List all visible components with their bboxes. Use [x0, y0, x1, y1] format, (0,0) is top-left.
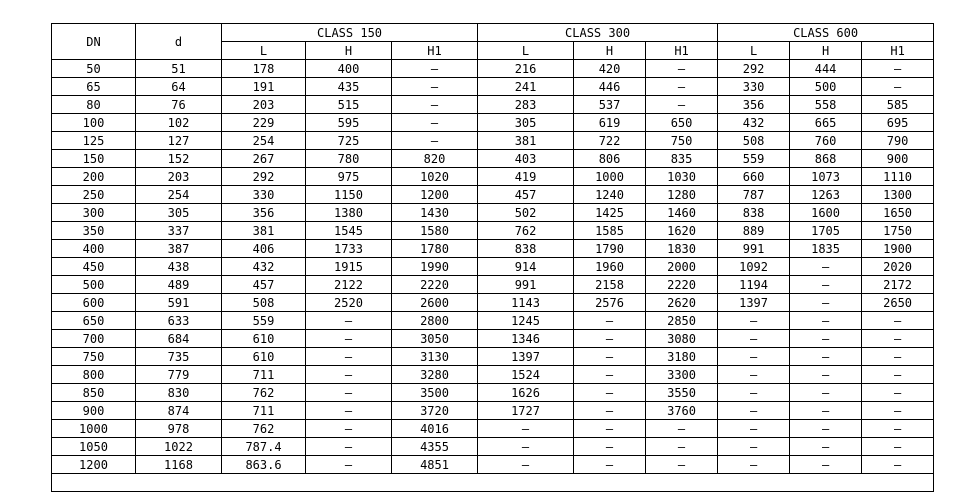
cell-c600-h1: –: [862, 366, 934, 384]
table-row: [52, 78, 934, 96]
cell-c300-l: 403: [478, 150, 574, 168]
cell-c300-l: 1245: [478, 312, 574, 330]
cell-c600-l: 838: [718, 204, 790, 222]
table-footer-row: [52, 474, 934, 492]
table-row: [52, 240, 934, 258]
cell-c300-h: 1585: [574, 222, 646, 240]
cell-c300-l: 381: [478, 132, 574, 150]
cell-c600-h1: 1900: [862, 240, 934, 258]
cell-c150-h: 1545: [306, 222, 392, 240]
cell-c150-h: 1733: [306, 240, 392, 258]
cell-c150-h1: –: [392, 96, 478, 114]
cell-c150-h: –: [306, 366, 392, 384]
cell-c300-h: 537: [574, 96, 646, 114]
cell-d: 489: [136, 276, 222, 294]
cell-c150-h1: 1990: [392, 258, 478, 276]
cell-c600-h: 1600: [790, 204, 862, 222]
cell-dn: 80: [52, 96, 136, 114]
header-class-600-h1: H1: [862, 42, 934, 60]
cell-c150-l: 762: [222, 420, 306, 438]
cell-c150-h: 400: [306, 60, 392, 78]
cell-d: 874: [136, 402, 222, 420]
cell-c150-h1: 2220: [392, 276, 478, 294]
cell-c300-l: 305: [478, 114, 574, 132]
cell-c600-h: 868: [790, 150, 862, 168]
cell-c150-h1: 1580: [392, 222, 478, 240]
cell-c150-h: –: [306, 330, 392, 348]
cell-c600-h1: 1750: [862, 222, 934, 240]
cell-dn: 1050: [52, 438, 136, 456]
cell-c150-l: 457: [222, 276, 306, 294]
cell-c300-h1: 3550: [646, 384, 718, 402]
cell-c600-h1: 1300: [862, 186, 934, 204]
header-class-150-h: H: [306, 42, 392, 60]
cell-c300-h: –: [574, 384, 646, 402]
table-row: [52, 366, 934, 384]
cell-c150-h: –: [306, 456, 392, 474]
cell-c600-h: –: [790, 258, 862, 276]
cell-c300-h: –: [574, 456, 646, 474]
cell-c600-l: 787: [718, 186, 790, 204]
cell-c300-l: 457: [478, 186, 574, 204]
cell-c600-h: 1073: [790, 168, 862, 186]
cell-c600-l: –: [718, 330, 790, 348]
cell-c600-h1: 2650: [862, 294, 934, 312]
cell-c150-l: 203: [222, 96, 306, 114]
cell-c150-h: –: [306, 312, 392, 330]
cell-dn: 300: [52, 204, 136, 222]
cell-c600-h1: –: [862, 330, 934, 348]
cell-dn: 900: [52, 402, 136, 420]
cell-c150-h1: 3280: [392, 366, 478, 384]
cell-dn: 50: [52, 60, 136, 78]
cell-c300-h: 619: [574, 114, 646, 132]
cell-c600-l: 432: [718, 114, 790, 132]
cell-c150-l: 508: [222, 294, 306, 312]
cell-c600-h1: 695: [862, 114, 934, 132]
cell-c600-h: 760: [790, 132, 862, 150]
cell-c150-l: 406: [222, 240, 306, 258]
cell-d: 684: [136, 330, 222, 348]
cell-c150-h: 1150: [306, 186, 392, 204]
cell-c600-l: –: [718, 384, 790, 402]
table-row: [52, 420, 934, 438]
cell-c150-h: 1915: [306, 258, 392, 276]
cell-c150-h: –: [306, 348, 392, 366]
cell-c300-h: 2576: [574, 294, 646, 312]
cell-c600-h1: 1650: [862, 204, 934, 222]
cell-c600-h: 444: [790, 60, 862, 78]
cell-c150-l: 863.6: [222, 456, 306, 474]
cell-c600-l: –: [718, 420, 790, 438]
header-row-classes: [52, 24, 934, 42]
cell-c150-h: –: [306, 438, 392, 456]
cell-c150-h1: 2800: [392, 312, 478, 330]
table-row: [52, 150, 934, 168]
cell-c300-h1: 650: [646, 114, 718, 132]
cell-c600-l: –: [718, 348, 790, 366]
cell-c150-h: –: [306, 402, 392, 420]
table-footer-cell: [52, 474, 934, 492]
table-row: [52, 60, 934, 78]
cell-c300-h: 806: [574, 150, 646, 168]
cell-c600-h: 1263: [790, 186, 862, 204]
table-row: [52, 186, 934, 204]
cell-c600-h: –: [790, 348, 862, 366]
table-row: [52, 222, 934, 240]
cell-c150-h: 2122: [306, 276, 392, 294]
cell-c150-l: 254: [222, 132, 306, 150]
header-class-300: CLASS 300: [478, 24, 718, 42]
cell-c150-l: 610: [222, 330, 306, 348]
cell-c150-l: 178: [222, 60, 306, 78]
cell-dn: 600: [52, 294, 136, 312]
cell-c600-l: 991: [718, 240, 790, 258]
table-row: [52, 330, 934, 348]
table-row: [52, 204, 934, 222]
cell-c300-l: 502: [478, 204, 574, 222]
cell-c150-l: 229: [222, 114, 306, 132]
cell-c600-l: 559: [718, 150, 790, 168]
cell-c600-h1: –: [862, 348, 934, 366]
cell-c300-l: –: [478, 456, 574, 474]
cell-c600-h1: –: [862, 384, 934, 402]
cell-c300-l: 1143: [478, 294, 574, 312]
cell-c600-l: 1397: [718, 294, 790, 312]
cell-d: 76: [136, 96, 222, 114]
cell-d: 438: [136, 258, 222, 276]
cell-c600-h1: 2172: [862, 276, 934, 294]
cell-c600-h1: –: [862, 402, 934, 420]
cell-dn: 100: [52, 114, 136, 132]
cell-d: 337: [136, 222, 222, 240]
cell-c600-h1: –: [862, 438, 934, 456]
cell-c150-h1: –: [392, 78, 478, 96]
cell-c150-h1: 1200: [392, 186, 478, 204]
cell-c300-h: –: [574, 330, 646, 348]
header-class-150-l: L: [222, 42, 306, 60]
cell-d: 1022: [136, 438, 222, 456]
cell-c300-h1: –: [646, 456, 718, 474]
cell-c300-l: 241: [478, 78, 574, 96]
cell-c150-h1: 3720: [392, 402, 478, 420]
cell-c150-h: 780: [306, 150, 392, 168]
cell-c600-h: 665: [790, 114, 862, 132]
table-row: [52, 132, 934, 150]
cell-c600-h1: 2020: [862, 258, 934, 276]
cell-c300-h1: 2850: [646, 312, 718, 330]
cell-dn: 1200: [52, 456, 136, 474]
cell-c150-h: 515: [306, 96, 392, 114]
cell-c600-l: 660: [718, 168, 790, 186]
cell-c300-h: 420: [574, 60, 646, 78]
cell-dn: 125: [52, 132, 136, 150]
cell-d: 305: [136, 204, 222, 222]
cell-d: 64: [136, 78, 222, 96]
cell-dn: 500: [52, 276, 136, 294]
cell-c300-h1: –: [646, 78, 718, 96]
cell-c600-h: –: [790, 438, 862, 456]
cell-c150-l: 292: [222, 168, 306, 186]
cell-c150-h1: 4851: [392, 456, 478, 474]
cell-c300-h1: 3080: [646, 330, 718, 348]
cell-c600-l: 330: [718, 78, 790, 96]
cell-c600-l: 508: [718, 132, 790, 150]
cell-c300-l: 1626: [478, 384, 574, 402]
cell-c300-h: –: [574, 438, 646, 456]
cell-c600-h1: 585: [862, 96, 934, 114]
cell-dn: 850: [52, 384, 136, 402]
cell-c300-l: 762: [478, 222, 574, 240]
cell-c300-h1: 1620: [646, 222, 718, 240]
cell-d: 152: [136, 150, 222, 168]
cell-c300-h1: –: [646, 420, 718, 438]
cell-c600-h: –: [790, 456, 862, 474]
cell-c600-l: –: [718, 438, 790, 456]
cell-d: 779: [136, 366, 222, 384]
cell-d: 735: [136, 348, 222, 366]
cell-c300-h1: 2620: [646, 294, 718, 312]
cell-c150-h1: 3050: [392, 330, 478, 348]
cell-d: 633: [136, 312, 222, 330]
cell-d: 203: [136, 168, 222, 186]
cell-c300-l: –: [478, 420, 574, 438]
cell-dn: 700: [52, 330, 136, 348]
header-class-600-h: H: [790, 42, 862, 60]
cell-d: 591: [136, 294, 222, 312]
cell-dn: 650: [52, 312, 136, 330]
cell-c300-h: –: [574, 312, 646, 330]
cell-c300-h1: 1030: [646, 168, 718, 186]
cell-c150-h: 975: [306, 168, 392, 186]
cell-c300-l: 216: [478, 60, 574, 78]
cell-c600-h1: –: [862, 312, 934, 330]
cell-c150-h1: –: [392, 60, 478, 78]
cell-c150-h1: –: [392, 114, 478, 132]
header-d: d: [136, 24, 222, 60]
header-class-300-h1: H1: [646, 42, 718, 60]
cell-c150-l: 191: [222, 78, 306, 96]
cell-c300-h1: –: [646, 60, 718, 78]
table-row: [52, 294, 934, 312]
cell-c600-l: 292: [718, 60, 790, 78]
table-row: [52, 168, 934, 186]
cell-c300-h: 722: [574, 132, 646, 150]
cell-c300-h: –: [574, 420, 646, 438]
cell-c600-l: –: [718, 456, 790, 474]
cell-c300-h: 1425: [574, 204, 646, 222]
cell-c300-h: –: [574, 366, 646, 384]
cell-c150-h1: 4016: [392, 420, 478, 438]
dimension-table: [51, 23, 934, 492]
cell-c150-l: 330: [222, 186, 306, 204]
cell-c300-h1: 1460: [646, 204, 718, 222]
cell-c300-h1: 835: [646, 150, 718, 168]
header-class-300-h: H: [574, 42, 646, 60]
cell-c600-h1: 900: [862, 150, 934, 168]
cell-c150-l: 432: [222, 258, 306, 276]
cell-c150-h: 2520: [306, 294, 392, 312]
table-row: [52, 348, 934, 366]
cell-d: 127: [136, 132, 222, 150]
cell-c300-h1: –: [646, 96, 718, 114]
cell-dn: 350: [52, 222, 136, 240]
cell-dn: 250: [52, 186, 136, 204]
cell-c600-h1: 1110: [862, 168, 934, 186]
cell-c300-h1: 750: [646, 132, 718, 150]
cell-c600-l: –: [718, 402, 790, 420]
header-class-150: CLASS 150: [222, 24, 478, 42]
cell-c300-h: 1790: [574, 240, 646, 258]
cell-c300-l: 1727: [478, 402, 574, 420]
table-row: [52, 402, 934, 420]
cell-c300-h: 1000: [574, 168, 646, 186]
cell-c150-l: 762: [222, 384, 306, 402]
cell-dn: 150: [52, 150, 136, 168]
cell-c300-h: –: [574, 402, 646, 420]
cell-c600-h: –: [790, 312, 862, 330]
cell-c300-h: 1960: [574, 258, 646, 276]
cell-c600-h: –: [790, 330, 862, 348]
cell-d: 830: [136, 384, 222, 402]
cell-c300-l: 419: [478, 168, 574, 186]
table-row: [52, 312, 934, 330]
cell-dn: 750: [52, 348, 136, 366]
header-class-300-l: L: [478, 42, 574, 60]
cell-c600-l: 1092: [718, 258, 790, 276]
cell-c300-h1: 2000: [646, 258, 718, 276]
cell-c600-h1: –: [862, 456, 934, 474]
cell-c300-h1: 3300: [646, 366, 718, 384]
cell-c600-h1: 790: [862, 132, 934, 150]
cell-c150-h1: 2600: [392, 294, 478, 312]
cell-c300-h: 2158: [574, 276, 646, 294]
cell-c600-h: 1835: [790, 240, 862, 258]
header-class-600: CLASS 600: [718, 24, 934, 42]
cell-c300-h1: 1830: [646, 240, 718, 258]
cell-c150-h: –: [306, 384, 392, 402]
cell-c150-h: 435: [306, 78, 392, 96]
header-class-150-h1: H1: [392, 42, 478, 60]
cell-c150-h: 1380: [306, 204, 392, 222]
cell-c150-h1: 1020: [392, 168, 478, 186]
cell-c600-h: –: [790, 366, 862, 384]
table-row: [52, 456, 934, 474]
cell-c150-l: 267: [222, 150, 306, 168]
cell-c300-h: –: [574, 348, 646, 366]
cell-c150-h1: 1430: [392, 204, 478, 222]
cell-c300-l: 838: [478, 240, 574, 258]
cell-c150-h1: 4355: [392, 438, 478, 456]
cell-c300-h1: 3180: [646, 348, 718, 366]
cell-c150-l: 711: [222, 402, 306, 420]
cell-c600-l: 1194: [718, 276, 790, 294]
cell-d: 387: [136, 240, 222, 258]
cell-c150-h: 595: [306, 114, 392, 132]
cell-c150-h1: –: [392, 132, 478, 150]
cell-d: 1168: [136, 456, 222, 474]
cell-c300-h: 1240: [574, 186, 646, 204]
cell-c300-l: 991: [478, 276, 574, 294]
cell-dn: 65: [52, 78, 136, 96]
cell-c150-l: 356: [222, 204, 306, 222]
cell-c300-h: 446: [574, 78, 646, 96]
cell-dn: 200: [52, 168, 136, 186]
cell-c150-h: –: [306, 420, 392, 438]
table-row: [52, 438, 934, 456]
cell-c600-h: –: [790, 276, 862, 294]
cell-c600-h1: –: [862, 78, 934, 96]
cell-c150-h1: 3500: [392, 384, 478, 402]
cell-c300-h1: –: [646, 438, 718, 456]
cell-c600-l: –: [718, 366, 790, 384]
table-row: [52, 384, 934, 402]
cell-c300-h1: 3760: [646, 402, 718, 420]
cell-d: 978: [136, 420, 222, 438]
cell-c600-h: –: [790, 294, 862, 312]
table-row: [52, 258, 934, 276]
table-body: [52, 60, 934, 474]
cell-dn: 450: [52, 258, 136, 276]
cell-c300-l: 1346: [478, 330, 574, 348]
cell-d: 102: [136, 114, 222, 132]
cell-d: 254: [136, 186, 222, 204]
cell-c150-l: 559: [222, 312, 306, 330]
cell-c300-h1: 1280: [646, 186, 718, 204]
cell-c150-h1: 820: [392, 150, 478, 168]
cell-c300-l: 1524: [478, 366, 574, 384]
cell-dn: 800: [52, 366, 136, 384]
table-row: [52, 276, 934, 294]
header-class-600-l: L: [718, 42, 790, 60]
cell-c600-l: 356: [718, 96, 790, 114]
cell-c600-h1: –: [862, 420, 934, 438]
cell-c150-l: 381: [222, 222, 306, 240]
cell-c600-h: 500: [790, 78, 862, 96]
cell-c600-h: 558: [790, 96, 862, 114]
table-row: [52, 96, 934, 114]
cell-c150-h: 725: [306, 132, 392, 150]
cell-c600-h: –: [790, 402, 862, 420]
cell-c600-h: 1705: [790, 222, 862, 240]
cell-dn: 400: [52, 240, 136, 258]
cell-c300-l: 283: [478, 96, 574, 114]
cell-c600-l: 889: [718, 222, 790, 240]
cell-c300-l: 1397: [478, 348, 574, 366]
cell-c150-h1: 3130: [392, 348, 478, 366]
cell-d: 51: [136, 60, 222, 78]
cell-c300-l: –: [478, 438, 574, 456]
cell-c150-l: 711: [222, 366, 306, 384]
cell-c600-h: –: [790, 420, 862, 438]
cell-dn: 1000: [52, 420, 136, 438]
cell-c150-h1: 1780: [392, 240, 478, 258]
cell-c150-l: 787.4: [222, 438, 306, 456]
cell-c600-h1: –: [862, 60, 934, 78]
table-row: [52, 114, 934, 132]
cell-c300-h1: 2220: [646, 276, 718, 294]
cell-c150-l: 610: [222, 348, 306, 366]
header-dn: DN: [52, 24, 136, 60]
cell-c300-l: 914: [478, 258, 574, 276]
cell-c600-h: –: [790, 384, 862, 402]
cell-c600-l: –: [718, 312, 790, 330]
